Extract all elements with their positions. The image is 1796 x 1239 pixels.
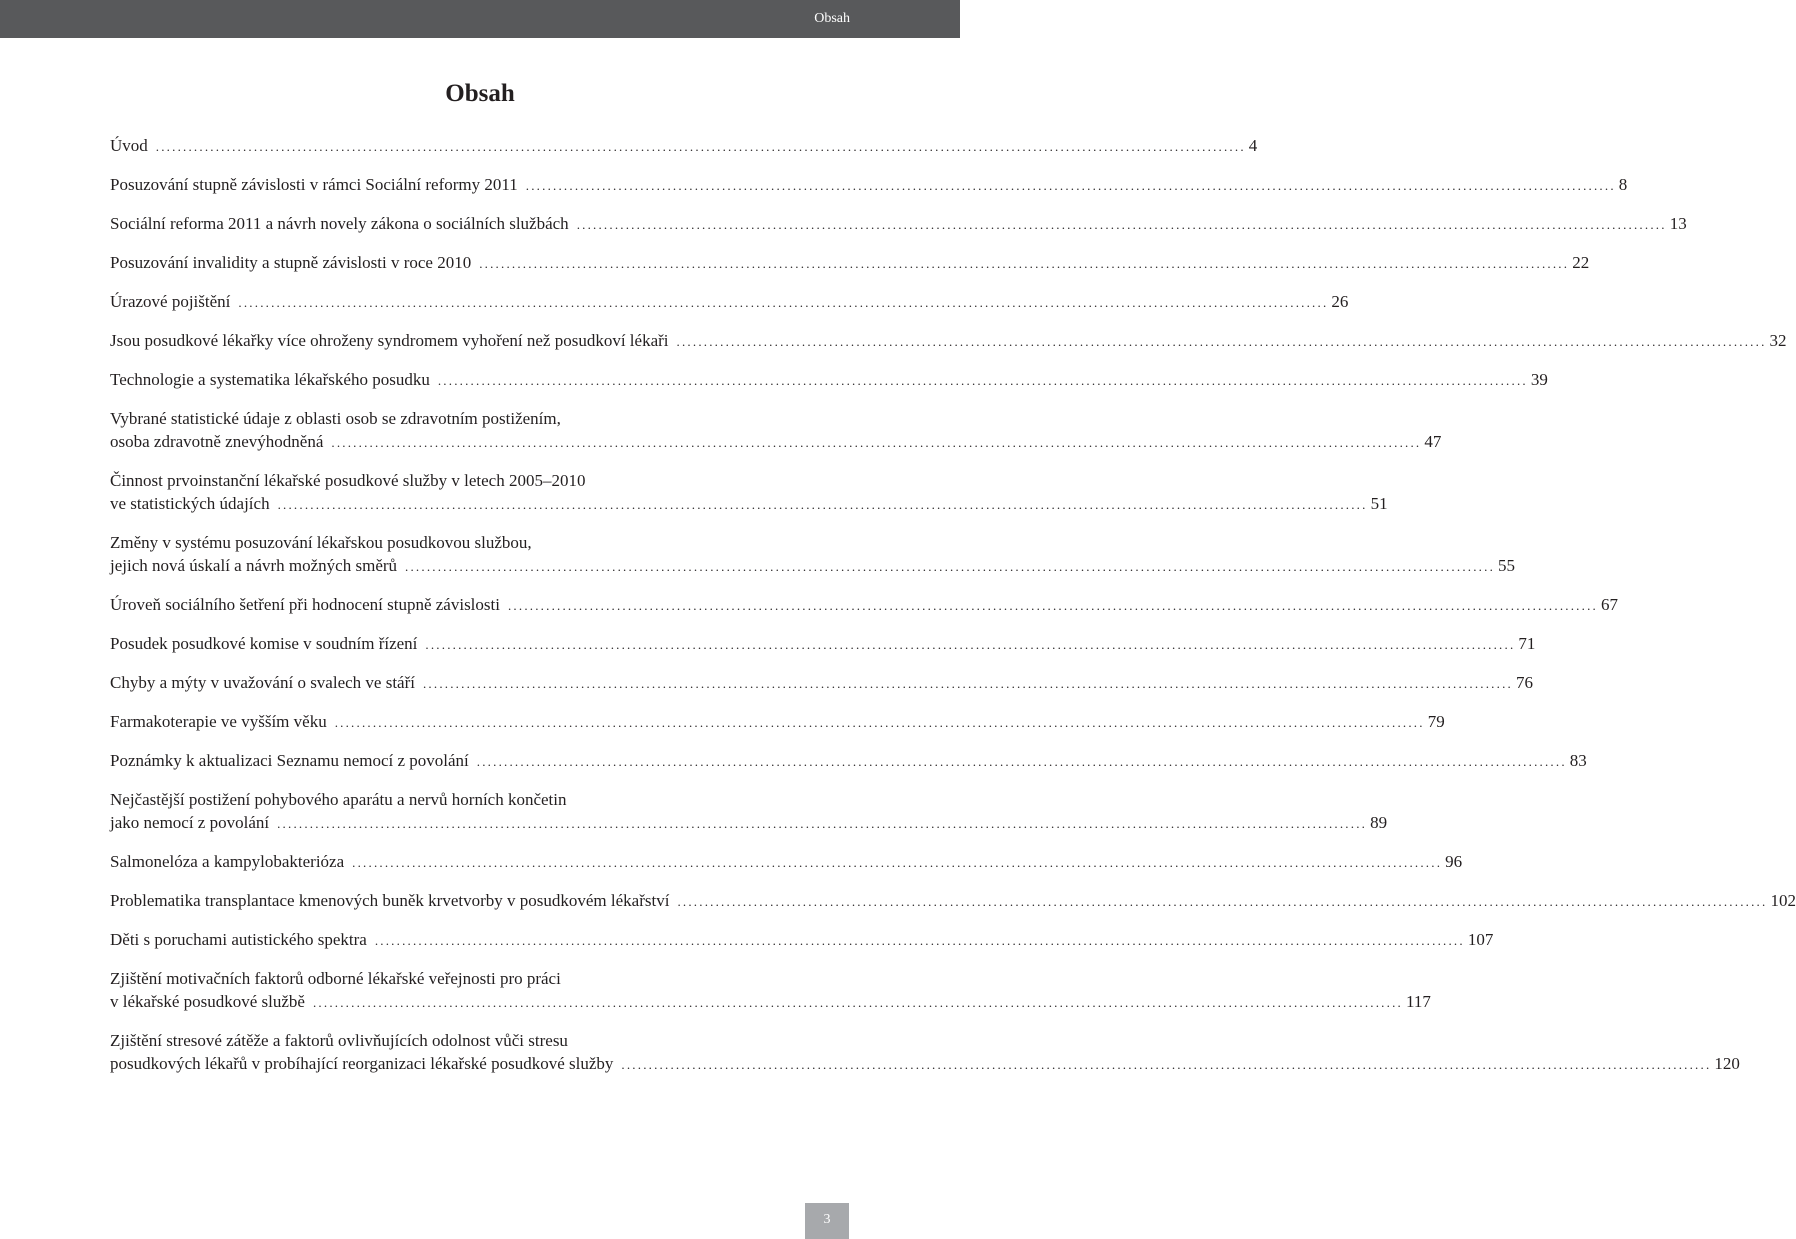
toc-entry[interactable] — [110, 671, 1533, 695]
toc-entry-title-line: Zjištění motivačních faktorů odborné lékařské veřejnosti pro práci — [110, 969, 561, 988]
toc-entry[interactable] — [110, 710, 1445, 734]
toc-entry[interactable] — [110, 749, 1587, 773]
toc-entry-title-line: Činnost prvoinstanční lékařské posudkové služby v letech 2005–2010 — [110, 471, 586, 490]
toc-leader-dots: ........................................................................................................................................................................................................ — [405, 559, 1496, 574]
toc-entry[interactable] — [110, 212, 1687, 236]
toc-entry[interactable] — [110, 251, 1590, 275]
page-number: 3 — [823, 1212, 831, 1227]
toc-leader-dots: ........................................................................................................................................................................................................ — [676, 334, 1767, 349]
toc-entry-page: 120 — [1714, 1054, 1740, 1073]
toc-entry-title-line: Úvod — [110, 136, 148, 155]
toc-leader-dots: ........................................................................................................................................................................................................ — [155, 139, 1246, 154]
toc-leader-dots: ........................................................................................................................................................................................................ — [238, 295, 1329, 310]
toc-entry-title-line: Změny v systému posuzování lékařskou posudkovou službou, — [110, 533, 532, 552]
toc-entry-title-line: Chyby a mýty v uvažování o svalech ve stáří — [110, 673, 415, 692]
toc-leader-dots: ........................................................................................................................................................................................................ — [277, 816, 1368, 831]
page-number-box — [805, 1203, 849, 1239]
toc-leader-dots: ........................................................................................................................................................................................................ — [352, 855, 1443, 870]
toc-entry-page: 117 — [1405, 992, 1431, 1011]
toc-entry-page: 55 — [1498, 556, 1516, 575]
toc-entry[interactable] — [110, 368, 1548, 392]
toc-entry-title-line: Vybrané statistické údaje z oblasti osob se zdravotním postižením, — [110, 409, 561, 428]
toc-entry-page: 39 — [1530, 370, 1548, 389]
toc-entry-title-line: Poznámky k aktualizaci Seznamu nemocí z povolání — [110, 751, 469, 770]
toc-entry[interactable] — [110, 531, 1516, 578]
toc-entry-page: 67 — [1600, 595, 1618, 614]
header-bar — [0, 0, 960, 38]
toc-entry-title-line: jejich nová úskalí a návrh možných směrů — [110, 556, 398, 575]
toc-entry-page: 71 — [1518, 634, 1536, 653]
toc-entry-title-line: Zjištění stresové zátěže a faktorů ovlivňujících odolnost vůči stresu — [110, 1031, 568, 1050]
toc-entry[interactable] — [110, 329, 1787, 353]
toc-entry-title-line: Technologie a systematika lékařského posudku — [110, 370, 430, 389]
toc-entry[interactable] — [110, 1029, 1740, 1076]
toc-entry-page: 107 — [1467, 930, 1494, 949]
toc-entry-page: 83 — [1569, 751, 1587, 770]
toc-entry-title-line: Problematika transplantace kmenových buněk krvetvorby v posudkovém lékařství — [110, 891, 670, 910]
toc-leader-dots: ........................................................................................................................................................................................................ — [422, 676, 1513, 691]
toc-entry-page: 96 — [1445, 852, 1463, 871]
toc-entry-title-line: posudkových lékařů v probíhající reorganizaci lékařské posudkové služby — [110, 1054, 614, 1073]
toc-entry[interactable] — [110, 788, 1388, 835]
toc-entry[interactable] — [110, 173, 1628, 197]
toc-leader-dots: ........................................................................................................................................................................................................ — [476, 754, 1567, 769]
toc-entry[interactable] — [110, 134, 1258, 158]
toc-leader-dots: ........................................................................................................................................................................................................ — [334, 715, 1425, 730]
toc-entry-page: 89 — [1370, 813, 1388, 832]
toc-entry-title-line: Sociální reforma 2011 a návrh novely zákona o sociálních službách — [110, 214, 569, 233]
toc-entry[interactable] — [110, 469, 1388, 516]
toc-entry-title-line: Posuzování stupně závislosti v rámci Sociální reformy 2011 — [110, 175, 518, 194]
toc-entry-title-line: osoba zdravotně znevýhodněná — [110, 432, 324, 451]
toc-leader-dots: ........................................................................................................................................................................................................ — [507, 598, 1598, 613]
toc-entry-title-line: v lékařské posudkové službě — [110, 992, 305, 1011]
toc-entry-page: 51 — [1370, 494, 1388, 513]
toc-entry-title-line: Nejčastější postižení pohybového aparátu a nervů horních končetin — [110, 790, 567, 809]
toc-leader-dots: ........................................................................................................................................................................................................ — [277, 497, 1368, 512]
toc-entry[interactable] — [110, 850, 1463, 874]
toc-leader-dots: ........................................................................................................................................................................................................ — [525, 178, 1616, 193]
toc-entry-page: 4 — [1248, 136, 1258, 155]
toc-leader-dots: ........................................................................................................................................................................................................ — [425, 637, 1516, 652]
toc-entry-page: 79 — [1427, 712, 1445, 731]
toc-leader-dots: ........................................................................................................................................................................................................ — [312, 995, 1403, 1010]
toc-entry-page: 8 — [1618, 175, 1628, 194]
toc-entry-title-line: Úroveň sociálního šetření při hodnocení stupně závislosti — [110, 595, 500, 614]
toc-entry[interactable] — [110, 967, 1431, 1014]
toc-entry-title-line: Jsou posudkové lékařky více ohroženy syndromem vyhoření než posudkoví lékaři — [110, 331, 669, 350]
toc-entry-title-line: Farmakoterapie ve vyšším věku — [110, 712, 327, 731]
toc-leader-dots: ........................................................................................................................................................................................................ — [374, 933, 1465, 948]
page-title: Obsah — [445, 80, 515, 107]
toc-leader-dots: ........................................................................................................................................................................................................ — [437, 373, 1528, 388]
header-label: Obsah — [814, 11, 850, 26]
toc-entry-page: 102 — [1770, 891, 1796, 910]
toc-entry-title-line: Úrazové pojištění — [110, 292, 231, 311]
toc-entry[interactable] — [110, 290, 1349, 314]
toc-entry-title-line: Děti s poruchami autistického spektra — [110, 930, 367, 949]
toc-entry[interactable] — [110, 407, 1442, 454]
table-of-contents — [110, 134, 1796, 1091]
toc-entry-title-line: Salmonelóza a kampylobakterióza — [110, 852, 345, 871]
toc-entry-title-line: Posudek posudkové komise v soudním řízení — [110, 634, 418, 653]
toc-leader-dots: ........................................................................................................................................................................................................ — [479, 256, 1570, 271]
toc-leader-dots: ........................................................................................................................................................................................................ — [677, 894, 1768, 909]
toc-entry-title-line: ve statistických údajích — [110, 494, 270, 513]
toc-leader-dots: ........................................................................................................................................................................................................ — [576, 217, 1667, 232]
toc-entry[interactable] — [110, 593, 1618, 617]
toc-entry[interactable] — [110, 889, 1796, 913]
toc-entry-title-line: Posuzování invalidity a stupně závislosti v roce 2010 — [110, 253, 472, 272]
toc-leader-dots: ........................................................................................................................................................................................................ — [621, 1057, 1712, 1072]
toc-entry-page: 76 — [1515, 673, 1533, 692]
toc-entry-page: 26 — [1331, 292, 1349, 311]
toc-leader-dots: ........................................................................................................................................................................................................ — [331, 435, 1422, 450]
toc-entry-page: 13 — [1669, 214, 1687, 233]
toc-entry-page: 32 — [1769, 331, 1787, 350]
toc-entry[interactable] — [110, 928, 1494, 952]
toc-entry-title-line: jako nemocí z povolání — [110, 813, 270, 832]
toc-entry-page: 47 — [1424, 432, 1442, 451]
toc-entry[interactable] — [110, 632, 1536, 656]
toc-entry-page: 22 — [1572, 253, 1590, 272]
